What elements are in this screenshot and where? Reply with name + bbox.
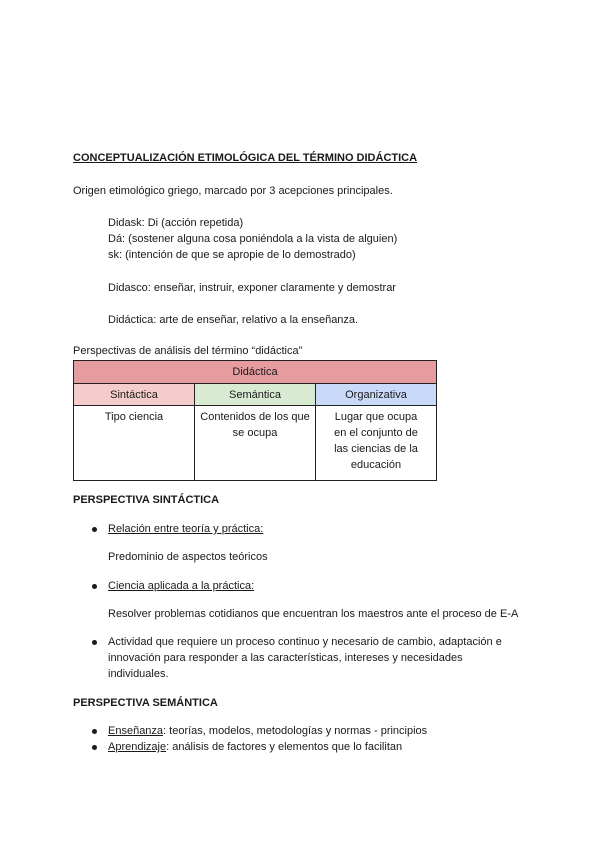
column-organizativa: Organizativa — [316, 384, 437, 406]
bullet-icon — [92, 640, 97, 645]
cell-lugar — [316, 406, 437, 481]
table-caption: Perspectivas de análisis del término “didáctica” — [73, 345, 303, 357]
acepcion-1: Didask: Di (acción repetida) — [108, 217, 244, 229]
intro-text: Origen etimológico griego, marcado por 3 acepciones principales. — [73, 185, 393, 197]
acepcion-2: Dá: (sostener alguna cosa poniéndola a la vista de alguien) — [108, 233, 398, 245]
sintactica-heading: PERSPECTIVA SINTÁCTICA — [73, 494, 220, 506]
bullet-icon — [92, 527, 97, 532]
page-title: CONCEPTUALIZACIÓN ETIMOLÓGICA DEL TÉRMINO DIDÁCTICA — [73, 152, 418, 164]
term-aprendizaje: Aprendizaje — [108, 741, 167, 753]
sintactica-item-1-detail: Predominio de aspectos teóricos — [108, 551, 268, 563]
cell-contenidos-text: Contenidos de los que se ocupa — [200, 411, 310, 439]
actividad-line-3: individuales. — [108, 668, 169, 680]
sintactica-item-2-label: Ciencia aplicada a la práctica: — [108, 580, 255, 592]
ensenanza-description: : teorías, modelos, metodologías y normas - principios — [163, 725, 428, 737]
cell-tipo-ciencia: Tipo ciencia — [74, 406, 195, 481]
bullet-icon — [92, 584, 97, 589]
table-header-cell: Didáctica — [74, 361, 437, 384]
perspectives-table — [73, 360, 437, 481]
term-ensenanza: Enseñanza — [108, 725, 164, 737]
sintactica-item-1-label: Relación entre teoría y práctica: — [108, 523, 264, 535]
column-sintactica: Sintáctica — [74, 384, 195, 406]
bullet-icon — [92, 745, 97, 750]
column-semantica: Semántica — [195, 384, 316, 406]
didasco-definition: Didasco: enseñar, instruir, exponer claramente y demostrar — [108, 282, 396, 294]
semantica-item-2 — [108, 740, 402, 755]
cell-contenidos — [195, 406, 316, 481]
aprendizaje-description: : análisis de factores y elementos que lo facilitan — [166, 741, 403, 753]
actividad-line-1: Actividad que requiere un proceso continuo y necesario de cambio, adaptación e — [108, 636, 502, 648]
bullet-icon — [92, 729, 97, 734]
semantica-item-1 — [108, 724, 427, 739]
cell-lugar-text: Lugar que ocupa en el conjunto de las ciencias de la educación — [334, 411, 418, 471]
didactica-definition: Didáctica: arte de enseñar, relativo a la enseñanza. — [108, 314, 359, 326]
acepcion-3: sk: (intención de que se apropie de lo demostrado) — [108, 249, 356, 261]
sintactica-item-2-detail: Resolver problemas cotidianos que encuentran los maestros ante el proceso de E-A — [108, 608, 519, 620]
semantica-heading: PERSPECTIVA SEMÁNTICA — [73, 697, 218, 709]
actividad-line-2: innovación para responder a las características, intereses y necesidades — [108, 652, 463, 664]
